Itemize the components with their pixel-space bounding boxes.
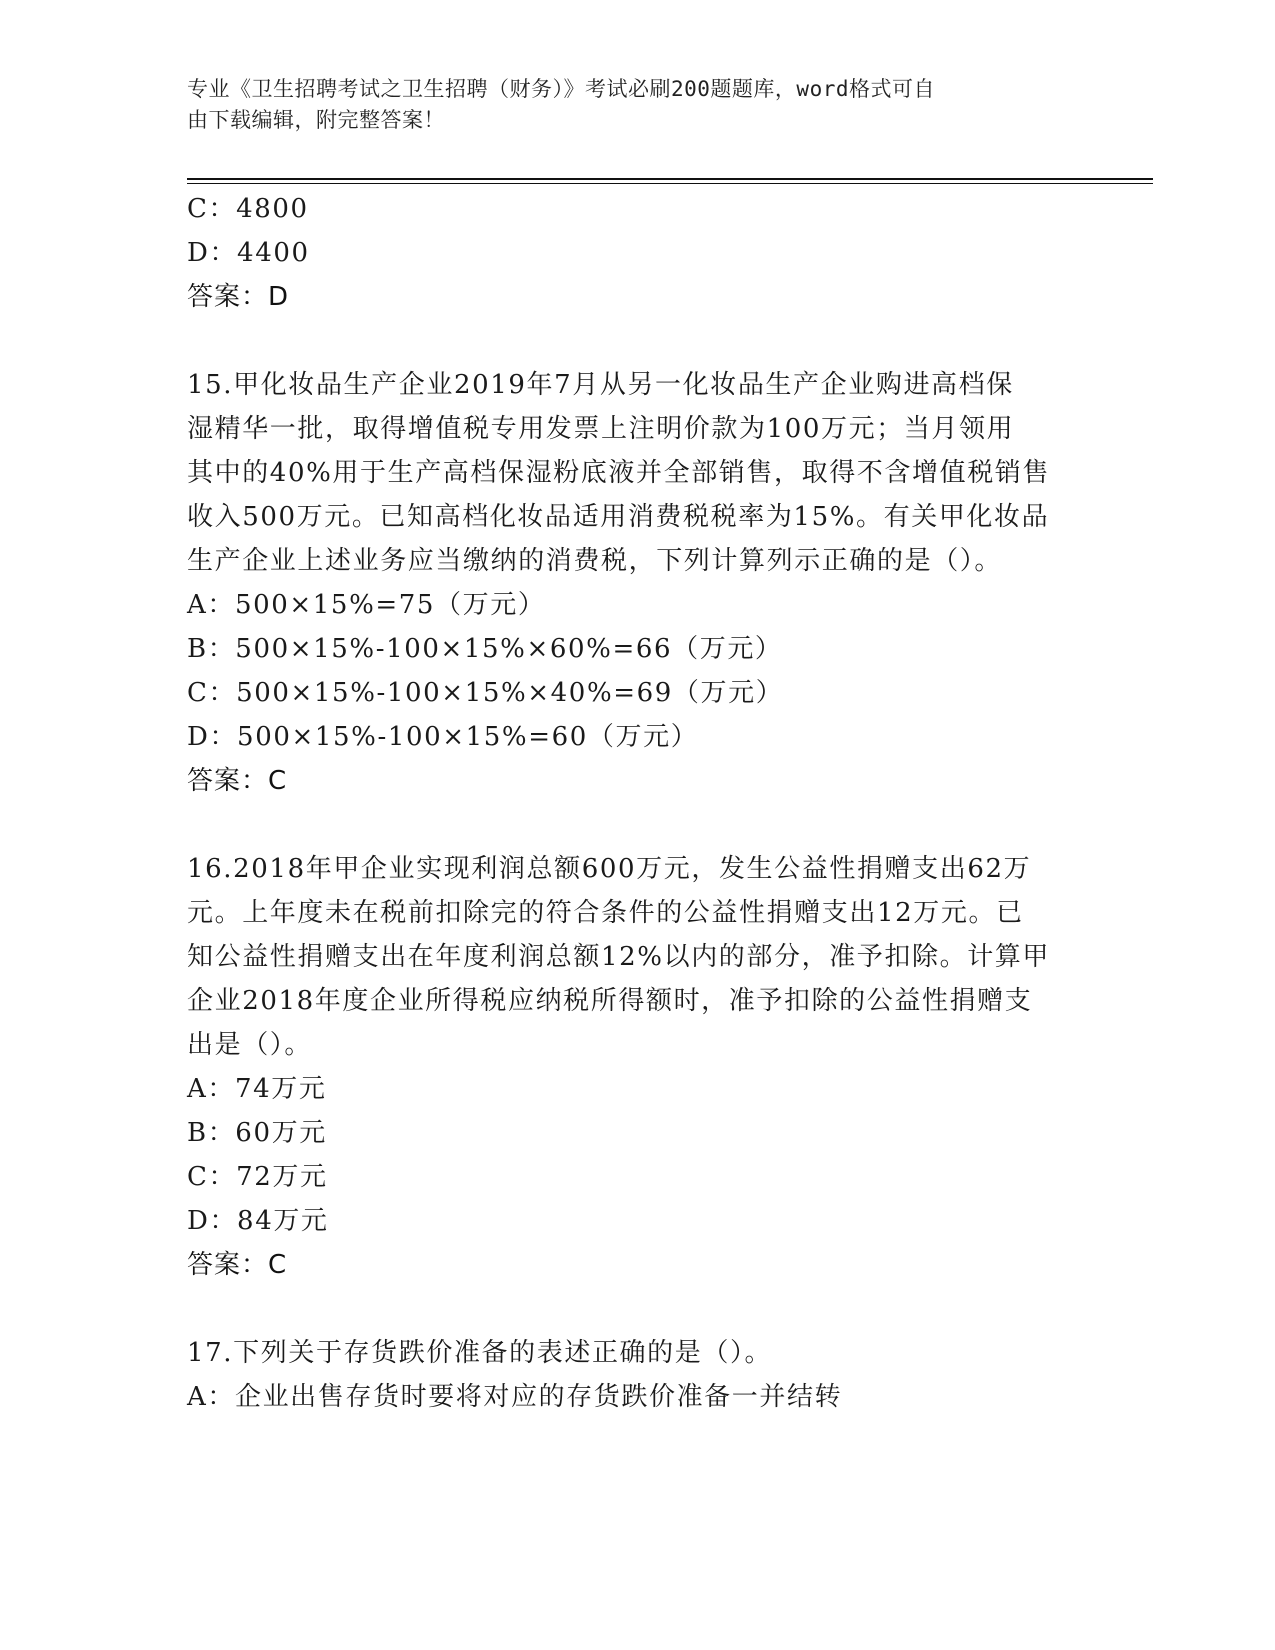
- q16-option-c: C：72万元: [187, 1162, 328, 1192]
- q16-text-line-1: 16.2018年甲企业实现利润总额600万元，发生公益性捐赠支出62万: [187, 854, 1032, 884]
- q15-option-c: C：500×15%-100×15%×40%=69（万元）: [187, 678, 784, 708]
- header-rule-thin: [187, 183, 1153, 184]
- q16-text-line-5: 出是（）。: [187, 1030, 313, 1060]
- q15-text-line-5: 生产企业上述业务应当缴纳的消费税，下列计算列示正确的是（）。: [187, 546, 1003, 576]
- q17-option-a: A：企业出售存货时要将对应的存货跌价准备一并结转: [187, 1382, 843, 1412]
- header-line-1: 专业《卫生招聘考试之卫生招聘（财务）》考试必刷200题题库，word格式可自: [187, 77, 935, 101]
- q15-text-line-4: 收入500万元。已知高档化妆品适用消费税税率为15%。有关甲化妆品: [187, 502, 1050, 532]
- q15-text-line-2: 湿精华一批，取得增值税专用发票上注明价款为100万元；当月领用: [187, 414, 1015, 444]
- header-rule-thick: [187, 178, 1153, 180]
- q16-option-a: A：74万元: [187, 1074, 327, 1104]
- q15-answer: 答案：C: [187, 766, 288, 796]
- prev-option-d: D：4400: [187, 238, 310, 268]
- q16-text-line-3: 知公益性捐赠支出在年度利润总额12%以内的部分，准予扣除。计算甲: [187, 942, 1050, 972]
- q15-text-line-3: 其中的40%用于生产高档保湿粉底液并全部销售，取得不含增值税销售: [187, 458, 1050, 488]
- prev-option-c: C：4800: [187, 194, 309, 224]
- q16-answer: 答案：C: [187, 1250, 288, 1280]
- q17-text-line-1: 17.下列关于存货跌价准备的表述正确的是（）。: [187, 1338, 773, 1368]
- q15-option-d: D：500×15%-100×15%=60（万元）: [187, 722, 699, 752]
- q16-text-line-2: 元。上年度未在税前扣除完的符合条件的公益性捐赠支出12万元。已: [187, 898, 1024, 928]
- page-header: [187, 74, 1087, 136]
- q16-text-line-4: 企业2018年度企业所得税应纳税所得额时，准予扣除的公益性捐赠支: [187, 986, 1033, 1016]
- q16-option-b: B：60万元: [187, 1118, 327, 1148]
- q15-text-line-1: 15.甲化妆品生产企业2019年7月从另一化妆品生产企业购进高档保: [187, 370, 1014, 400]
- q15-option-b: B：500×15%-100×15%×60%=66（万元）: [187, 634, 783, 664]
- q16-option-d: D：84万元: [187, 1206, 329, 1236]
- header-line-2: 由下载编辑，附完整答案！: [187, 108, 445, 132]
- q15-option-a: A：500×15%=75（万元）: [187, 590, 546, 620]
- prev-answer: 答案：D: [187, 282, 290, 312]
